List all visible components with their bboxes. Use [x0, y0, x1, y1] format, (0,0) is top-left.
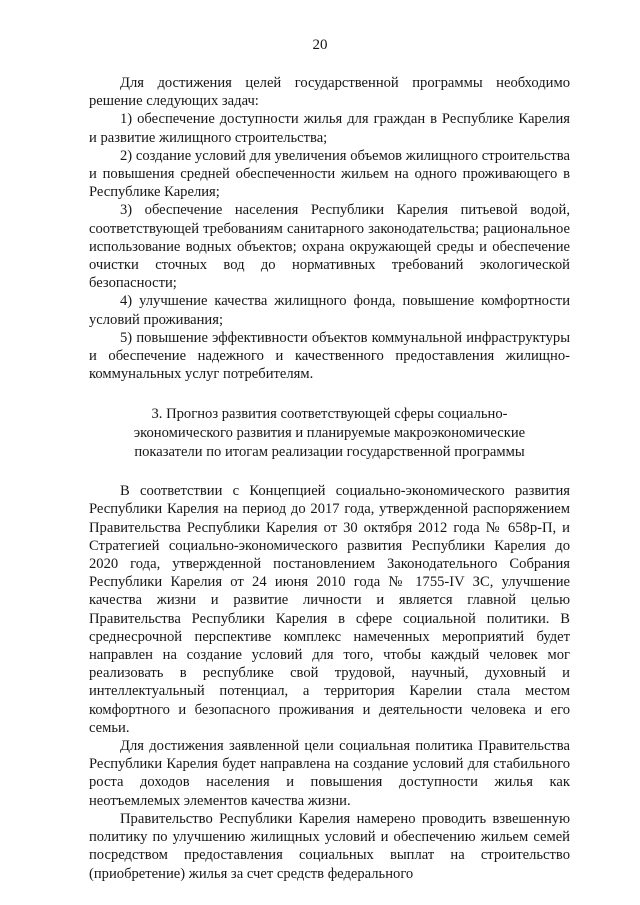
section-heading-line: показатели по итогам реализации государственной программы — [134, 443, 525, 460]
body-paragraph-2: Для достижения заявленной цели социальная политика Правительства Республики Карелия будет направлена на создание условий для стабильного роста доходов населения и повышения доступности жилья как неотъемлемых элементов качества жизни. — [89, 738, 570, 809]
task-item-3: 3) обеспечение населения Республики Карелия питьевой водой, соответствующей требованиям санитарного законодательства; рациональное использование водных объектов; охрана окружающей среды и обеспечение очистки сточных вод до нормативных требований экологической безопасности; — [89, 202, 570, 292]
section-heading-line: 3. Прогноз развития соответствующей сферы социально- — [151, 406, 508, 423]
document-body — [89, 74, 570, 883]
intro-paragraph: Для достижения целей государственной программы необходимо решение следующих задач: — [89, 75, 570, 110]
section-heading-line: экономического развития и планируемые макроэкономические — [133, 425, 526, 442]
body-paragraph-1: В соответствии с Концепцией социально-экономического развития Республики Карелия на период до 2017 года, утвержденной распоряжением Правительства Республики Карелия от 30 октября 2012 года № 658р-П, и Стратегией социально-экономического развития Республики Карелия до 2020 года, утвержденной постановлением Законодательного Собрания Республики Карелия от 24 июня 2010 года № 1755-IV ЗС, улучшение качества жизни и развитие личности и является главной целью Правительства Республики Карелия в сфере социальной политики. В среднесрочной перспективе комплекс намеченных мероприятий будет направлен на создание условий для того, чтобы каждый человек мог реализовать в республике свой трудовой, научный, духовный и интеллектуальный потенциал, а территория Карелии стала местом комфортного и безопасного проживания и деятельности человека и его семьи. — [89, 483, 570, 736]
task-item-5: 5) повышение эффективности объектов коммунальной инфраструктуры и обеспечение надежного и качественного предоставления жилищно-коммунальных услуг потребителям. — [89, 329, 570, 383]
page-number: 20 — [312, 37, 328, 53]
body-paragraph-3: Правительство Республики Карелия намерено проводить взвешенную политику по улучшению жилищных условий и обеспечению жильем семей посредством предоставления социальных выплат на строительство (приобретение) жилья за счет средств федерального — [89, 810, 570, 882]
task-item-2: 2) создание условий для увеличения объемов жилищного строительства и повышения средней обеспеченности жильем на одного проживающего в Республике Карелия; — [89, 147, 570, 201]
section-heading — [89, 405, 570, 461]
task-item-1: 1) обеспечение доступности жилья для граждан в Республике Карелия и развитие жилищного строительства; — [89, 111, 570, 146]
spacer — [89, 461, 570, 482]
task-item-4: 4) улучшение качества жилищного фонда, повышение комфортности условий проживания; — [89, 293, 570, 328]
